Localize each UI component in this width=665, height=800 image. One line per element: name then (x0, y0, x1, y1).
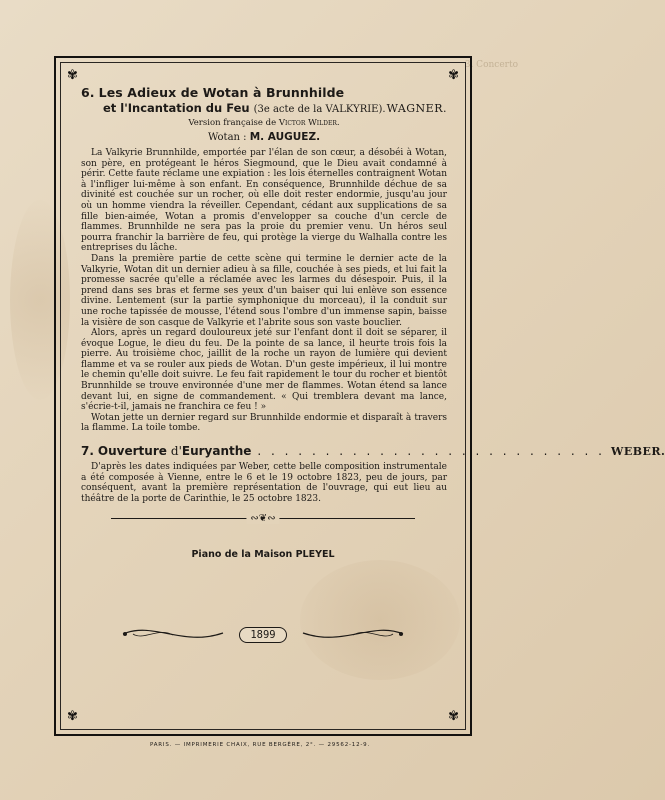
section-number: 6. (81, 85, 95, 100)
corner-ornament-icon: ✾ (67, 68, 78, 83)
act-reference: (3e acte de la VALKYRIE). (253, 104, 386, 115)
synopsis-paragraph: La Valkyrie Brunnhilde, emportée par l'élan de son cœur, a désobéi à Wotan, son père, en protégeant le héros Siegmound, que le Dieu avait condamné à périr. Cette faute réclame une expiation : les lois éternelles contraignent Wotan à l'infliger lui-même à son enfant. En conséquence, Brunnhilde déchue de sa divinité est couchée sur un rocher, où elle doit rester endormie, jusqu'au jour où un homme viendra la réveiller. Cependant, cédant aux supplications de sa fille bien-aimée, Wotan a promis d'envelopper sa couche d'un cercle de flammes. Brunnhilde ne sera pas la proie du premier venu. Un héros seul pourra franchir la barrière de feu, qui protège la vierge du Walhalla contre les entreprises du lâche. (81, 148, 447, 254)
translation-credit (81, 118, 447, 128)
corner-ornament-icon: ✾ (448, 68, 459, 83)
synopsis-paragraph: Alors, après un regard douloureux jeté sur l'enfant dont il doit se séparer, il évoque Logue, le dieu du feu. De la pointe de sa lance, il heurte trois fois la pierre. Au troisième choc, jaillit de la roche un rayon de lumière qui devient flamme et va se rouler aux pieds de Wotan. D'un geste impérieux, il lui montre le chemin qu'elle doit suivre. Le feu fait rapidement le tour du rocher et bientôt Brunnhilde se trouve environnée d'une mer de flammes. Wotan étend sa lance devant lui, en signe de commandement. « Qui tremblera devant ma lance, s'écrie-t-il, jamais ne franchira ce feu ! » (81, 328, 447, 413)
singer-name: M. AUGUEZ. (249, 131, 321, 143)
piece-title-article: d' (170, 444, 182, 459)
composer-name: WAGNER. (386, 102, 447, 115)
piece-title-prefix: Ouverture (97, 444, 167, 459)
synopsis-paragraph: Dans la première partie de cette scène qui termine le dernier acte de la Valkyrie, Wotan dit un dernier adieu à sa fille, couchée à ses pieds, et lui fait la promesse sacrée qu'elle a réclamée avec les larmes du désespoir. Puis, il la prend dans ses bras et ferme ses yeux d'un baiser qui lui enlève son essence divine. Lentement (sur la partie symphonique du morceau), il la conduit sur une roche tapissée de mousse, l'étend sous l'ombre d'un immense sapin, baisse la visière de son casque de Valkyrie et l'abrite sous son vaste bouclier. (81, 253, 447, 328)
section-6-subtitle (103, 101, 447, 115)
synopsis-paragraph: Wotan jette un dernier regard sur Brunnhilde endormie et disparaît à travers la flamme. La toile tombe. (81, 412, 447, 434)
section-6-title (81, 85, 447, 100)
translation-label: Version française de (188, 118, 277, 128)
piece-title: Euryanthe (181, 444, 252, 459)
ornamental-divider (111, 513, 415, 525)
section-7-title (81, 444, 665, 459)
role-credit (81, 131, 447, 143)
translator-name: Victor Wilder. (278, 118, 340, 128)
piano-credit: Piano de la Maison PLEYEL (191, 549, 335, 560)
corner-ornament-icon: ✾ (448, 709, 459, 724)
role-label: Wotan : (207, 132, 247, 143)
printer-footer: PARIS. — IMPRIMERIE CHAIX, RUE BERGÈRE, 2°. — 29562-12-9. (149, 742, 371, 748)
corner-ornament-icon: ✾ (67, 709, 78, 724)
divider-ornament-icon: ∾❦∾ (246, 513, 279, 524)
year-cartouche (61, 619, 465, 649)
bleed-through-text: 3. Concerto (464, 60, 518, 70)
program-content (81, 85, 665, 504)
overture-note: D'après les dates indiquées par Weber, cette belle composition instrumentale a été composée à Vienne, entre le 6 et le 19 octobre 1823, peu de jours, par conséquent, avant la première représentation de l'ouvrage, qui eut lieu au théâtre de la porte de Carinthie, le 25 octobre 1823. (81, 462, 447, 504)
section-number: 7. (81, 444, 94, 459)
composer-name: WEBER. (610, 445, 665, 459)
leader-dots: . . . . . . . . . . . . . . . . . . . . . . . . . . (257, 444, 605, 459)
piece-subtitle: et l'Incantation du Feu (103, 101, 250, 115)
piece-title: Les Adieux de Wotan à Brunnhilde (98, 85, 345, 100)
year-label: 1899 (239, 627, 286, 643)
